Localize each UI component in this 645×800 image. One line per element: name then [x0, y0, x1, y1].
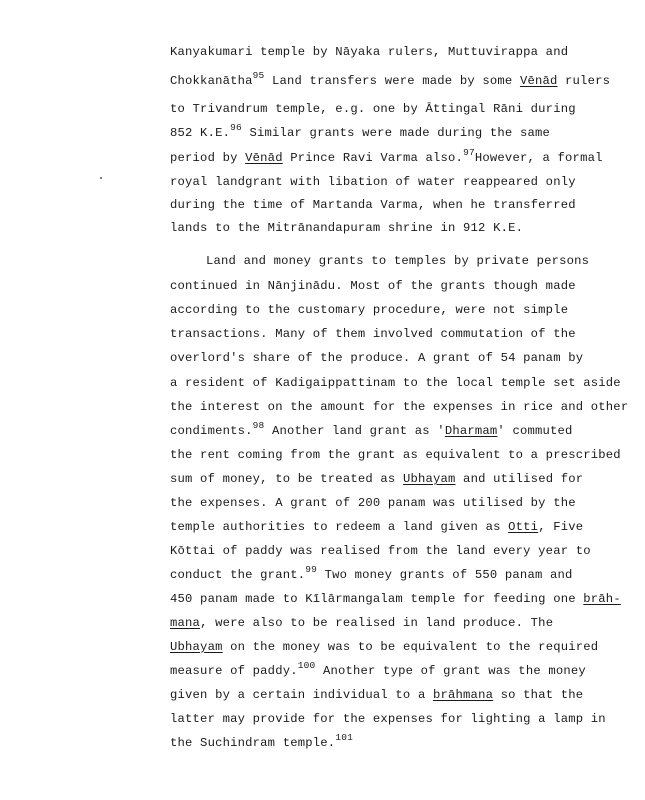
text-line — [170, 660, 586, 678]
text-line — [170, 199, 576, 211]
text-run: Chokkanātha — [170, 74, 253, 88]
underlined-term: Otti — [508, 520, 539, 534]
text-run: transactions. Many of them involved commutation of the — [170, 327, 576, 341]
footnote-ref: 100 — [297, 660, 316, 671]
text-run: Kanyakumari temple by Nāyaka rulers, Muttuvirappa and — [170, 45, 569, 59]
text-line — [170, 420, 573, 438]
text-run: sum of money, to be treated as — [170, 472, 403, 486]
text-run: latter may provide for the expenses for lighting a lamp in — [170, 712, 606, 726]
text-run: , Five — [538, 520, 584, 534]
text-run: continued in Nānjinādu. Most of the grants though made — [170, 279, 576, 293]
text-line — [170, 46, 568, 58]
text-run: according to the customary procedure, were not simple — [170, 303, 569, 317]
footnote-ref: 98 — [252, 420, 265, 431]
underlined-term: Vēnād — [245, 151, 283, 165]
text-run: to Trivandrum temple, e.g. one by Āttingal Rāni during — [170, 102, 576, 116]
underlined-term: Vēnād — [519, 74, 558, 88]
text-run: 852 K.E. — [170, 126, 231, 140]
text-line — [170, 352, 583, 364]
text-line — [170, 377, 621, 389]
text-run: , were also to be realised in land produce. The — [200, 616, 554, 630]
underlined-term: Ubhayam — [402, 472, 456, 486]
footnote-ref: 96 — [230, 122, 242, 133]
text-run: so that the — [493, 688, 584, 702]
footnote-ref: 101 — [335, 732, 354, 743]
text-line — [170, 497, 576, 509]
text-line — [170, 449, 621, 461]
text-line — [170, 732, 354, 750]
text-run: 450 panam made to Kīlārmangalam temple for feeding one — [170, 592, 584, 606]
text-run: a resident of Kadigaippattinam to the local temple set aside — [170, 376, 621, 390]
text-line — [170, 473, 583, 485]
text-run: temple authorities to redeem a land given as — [170, 520, 509, 534]
footnote-ref: 95 — [252, 70, 265, 81]
text-run: Land and money grants to temples by private persons — [206, 254, 590, 268]
text-line — [170, 176, 576, 188]
text-run: Two money grants of 550 panam and — [317, 568, 573, 582]
footnote-ref: 99 — [305, 564, 318, 575]
text-line — [170, 280, 576, 292]
text-line — [170, 222, 523, 234]
text-run: Kōttai of paddy was realised from the land every year to — [170, 544, 591, 558]
text-line — [170, 641, 598, 653]
text-line — [170, 689, 583, 701]
underlined-term: mana — [170, 616, 201, 630]
text-line — [170, 617, 553, 629]
text-run: given by a certain individual to a — [170, 688, 433, 702]
text-run: period by — [170, 151, 246, 165]
text-run: Another type of grant was the money — [315, 664, 586, 678]
text-run: the interest on the amount for the expenses in rice and other — [170, 400, 629, 414]
text-line — [170, 713, 606, 725]
text-line — [170, 593, 621, 605]
text-run: and utilised for — [455, 472, 584, 486]
text-run: the expenses. A grant of 200 panam was utilised by the — [170, 496, 576, 510]
text-run: rulers — [557, 74, 611, 88]
underlined-term: brāhmana — [432, 688, 494, 702]
text-line — [170, 564, 573, 582]
text-run: Prince Ravi Varma also. — [282, 151, 464, 165]
footnote-ref: 97 — [463, 147, 475, 158]
text-line — [170, 304, 568, 316]
text-run: Another land grant as ' — [264, 424, 445, 438]
text-line — [170, 401, 628, 413]
text-line — [206, 255, 589, 267]
text-run: during the time of Martanda Varma, when he transferred — [170, 198, 576, 212]
text-line — [170, 545, 591, 557]
underlined-term: Ubhayam — [170, 640, 223, 654]
text-run: condiments. — [170, 424, 253, 438]
text-run: Similar grants were made during the same — [241, 126, 550, 140]
text-line — [170, 103, 576, 115]
text-run: Land transfers were made by some — [264, 74, 520, 88]
text-run: lands to the Mitrānandapuram shrine in 912 K.E. — [170, 221, 524, 235]
margin-mark — [100, 177, 102, 179]
text-run: the Suchindram temple. — [170, 736, 336, 750]
text-run: measure of paddy. — [170, 664, 298, 678]
text-run: the rent coming from the grant as equivalent to a prescribed — [170, 448, 621, 462]
text-line — [170, 328, 576, 340]
text-line — [170, 521, 583, 533]
text-run: ' commuted — [497, 424, 573, 438]
text-run: overlord's share of the produce. A grant of 54 panam by — [170, 351, 584, 365]
text-line — [170, 122, 550, 140]
text-run: conduct the grant. — [170, 568, 306, 582]
text-line — [170, 70, 611, 88]
text-run: royal landgrant with libation of water reappeared only — [170, 175, 576, 189]
text-run: on the money was to be equivalent to the required — [222, 640, 599, 654]
text-run: However, a formal — [474, 151, 603, 165]
underlined-term: Dharmam — [444, 424, 498, 438]
underlined-term: brāh- — [583, 592, 621, 606]
text-line — [170, 147, 603, 165]
